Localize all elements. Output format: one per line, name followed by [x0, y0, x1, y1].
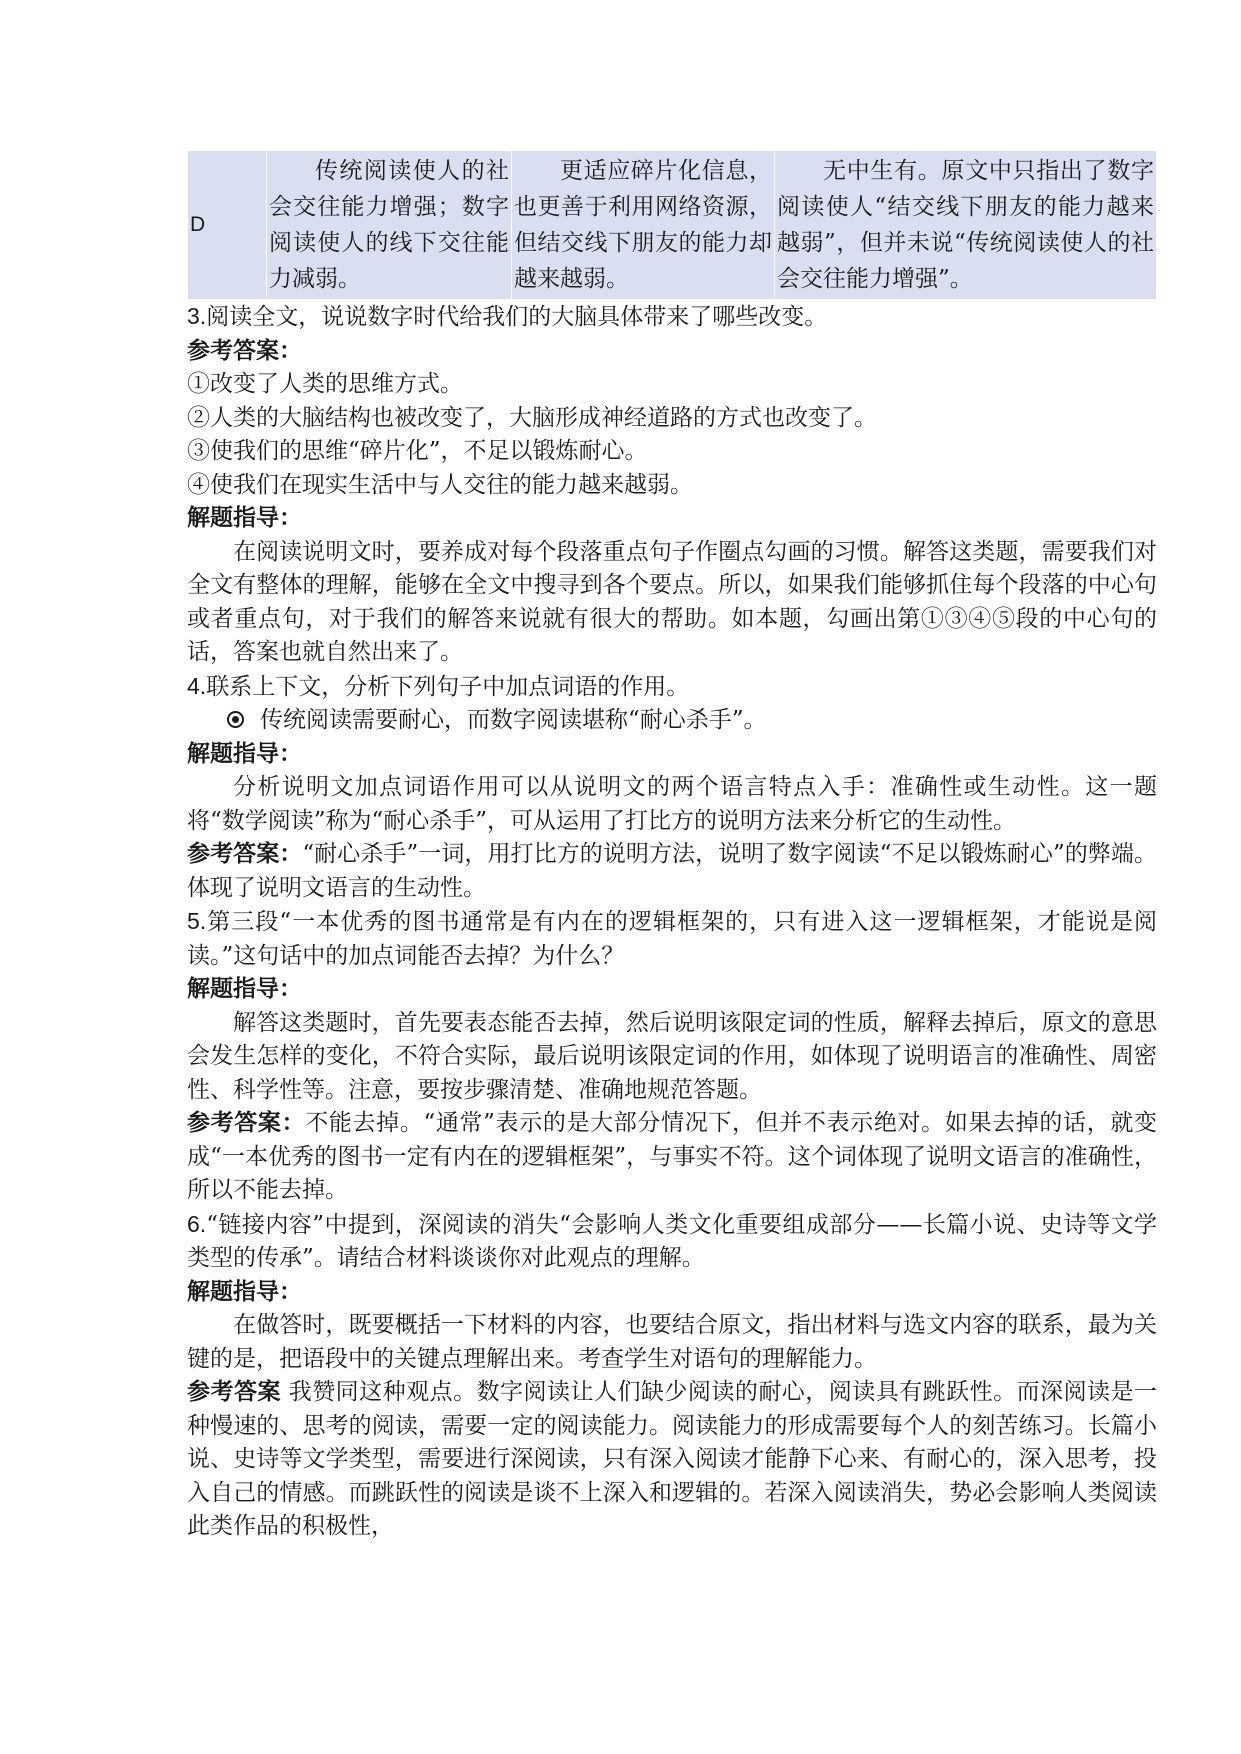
answer-item: ④使我们在现实生活中与人交往的能力越来越弱。 [187, 471, 693, 498]
guide-label: 解题指导： [187, 976, 302, 1002]
question-3 [187, 300, 1157, 335]
answer-paragraph [187, 838, 1157, 905]
question-number: 4. [187, 672, 207, 699]
guide-label: 解题指导： [187, 740, 302, 767]
answer-label: 参考答案 [187, 1379, 281, 1405]
answer-label: 参考答案： [187, 1110, 306, 1136]
question-number: 6. [187, 1210, 207, 1237]
radio-bullet-icon [227, 711, 244, 728]
answer-item: ③使我们的思维“碎片化”，不足以锻炼耐心。 [187, 438, 648, 464]
guide-label: 解题指导： [187, 1278, 302, 1305]
option-analysis-cell: 无中生有。原文中只指出了数字阅读使人“结交线下朋友的能力越来越弱”，但并未说“传统阅读使人的社会交往能力增强”。 [775, 151, 1157, 300]
quoted-sentence [187, 704, 1157, 738]
question-5 [187, 905, 1157, 973]
option-text-cell: 传统阅读使人的社会交往能力增强；数字阅读使人的线下交往能力减弱。 [267, 151, 512, 300]
quoted-sentence-text: 传统阅读需要耐心，而数字阅读堪称“耐心杀手”。 [260, 707, 767, 733]
option-feature-cell: 更适应碎片化信息，也更善于利用网络资源，但结交线下朋友的能力却越来越弱。 [512, 151, 775, 300]
answer-item: ②人类的大脑结构也被改变了，大脑形成神经道路的方式也改变了。 [187, 404, 877, 431]
answer-label: 参考答案： [187, 841, 303, 867]
answer-text: 不能去掉。“通常”表示的是大部分情况下，但并不表示绝对。如果去掉的话，就变成“一本优秀的图书一定有内在的逻辑框架”，与事实不符。这个词体现了说明文语言的准确性，所以不能去掉。 [187, 1110, 1157, 1203]
answer-paragraph [187, 1107, 1157, 1208]
guide-text: 在阅读说明文时，要养成对每个段落重点句子作圈点勾画的习惯。解答这类题，需要我们对全文有整体的理解，能够在全文中搜寻到各个要点。所以，如果我们能够抓住每个段落的中心句或者重点句，对于我们的解答来说就有很大的帮助。如本题，勾画出第①③④⑤段的中心句的话，答案也就自然出来了。 [187, 538, 1157, 665]
question-text: 阅读全文，说说数字时代给我们的大脑具体带来了哪些改变。 [206, 304, 828, 330]
answer-text: “耐心杀手”一词，用打比方的说明方法，说明了数字阅读“不足以锻炼耐心”的弊端。体现了说明文语言的生动性。 [187, 841, 1157, 901]
question-text: 联系上下文，分析下列句子中加点词语的作用。 [206, 673, 690, 700]
document-page [187, 150, 1157, 1544]
answer-text: 我赞同这种观点。数字阅读让人们缺少阅读的耐心，阅读具有跳跃性。而深阅读是一种慢速的、思考的阅读，需要一定的阅读能力。阅读能力的形成需要每个人的刻苦练习。长篇小说、史诗等文学类型，需要进行深阅读，只有深入阅读才能静下心来、有耐心的，深入思考，投入自己的情感。而跳跃性的阅读是谈不上深入和逻辑的。若深入阅读消失，势必会影响人类阅读此类作品的积极性， [187, 1379, 1158, 1539]
answer-item: ①改变了人类的思维方式。 [187, 371, 463, 397]
question-6 [187, 1208, 1157, 1276]
question-number: 5. [187, 908, 207, 934]
question-text: “链接内容”中提到，深阅读的消失“会影响人类文化重要组成部分——长篇小说、史诗等文学类型的传承”。请结合材料谈谈你对此观点的理解。 [187, 1211, 1157, 1271]
option-table [187, 150, 1157, 300]
guide-text: 在做答时，既要概括一下材料的内容，也要结合原文，指出材料与选文内容的联系，最为关键的是，把语段中的关键点理解出来。考查学生对语句的理解能力。 [187, 1312, 1157, 1372]
question-number: 3. [187, 303, 207, 329]
guide-text: 分析说明文加点词语作用可以从说明文的两个语言特点入手：准确性或生动性。这一题将“数学阅读”称为“耐心杀手”，可从运用了打比方的说明方法来分析它的生动性。 [187, 774, 1157, 834]
question-text: 第三段“一本优秀的图书通常是有内在的逻辑框架的，只有进入这一逻辑框架，才能说是阅读。”这句话中的加点词能否去掉？为什么？ [187, 909, 1157, 969]
document-body [187, 300, 1157, 1544]
option-letter: D [188, 151, 267, 300]
guide-label: 解题指导： [187, 505, 302, 531]
question-4 [187, 670, 1157, 705]
answer-paragraph [187, 1376, 1157, 1544]
guide-text: 解答这类题时，首先要表态能否去掉，然后说明该限定词的性质，解释去掉后，原文的意思会发生怎样的变化，不符合实际，最后说明该限定词的作用，如体现了说明语言的准确性、周密性、科学性等。注意，要按步骤清楚、准确地规范答题。 [187, 1009, 1157, 1103]
option-row-d [188, 151, 1157, 300]
answer-label: 参考答案： [187, 337, 302, 364]
